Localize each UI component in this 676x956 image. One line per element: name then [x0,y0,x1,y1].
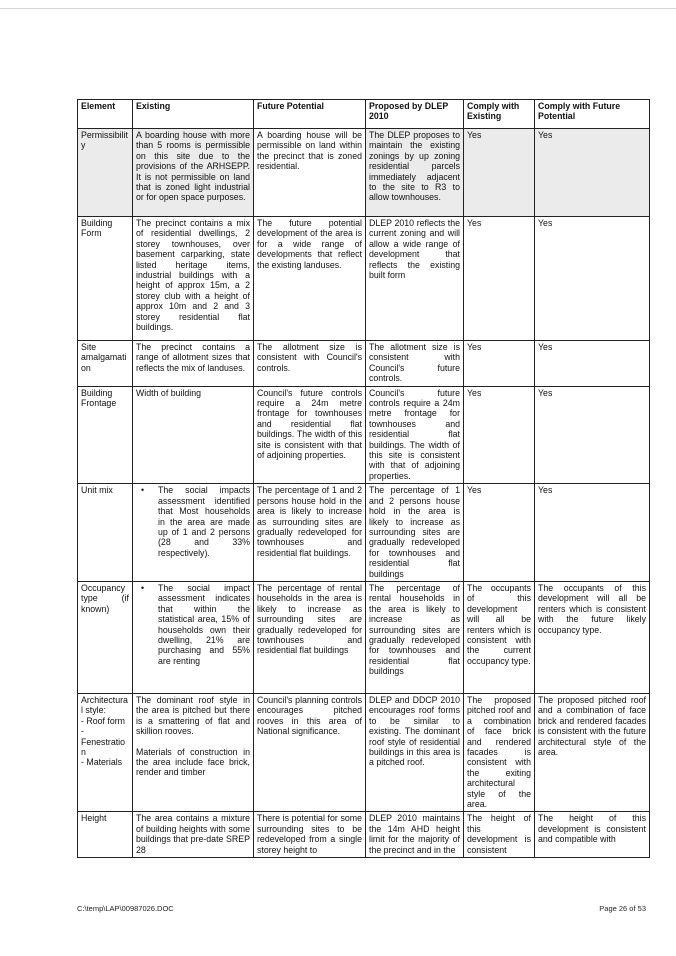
cell-existing: The area contains a mixture of building heights with some buildings that pre-date SREP 28 [133,812,254,858]
cell-element [78,693,133,811]
cell-element: Building Frontage [78,386,133,484]
header-comply-future: Comply with Future Potential [535,100,650,129]
table-row [78,581,650,693]
cell-existing: The precinct contains a mix of residential dwellings, 2 storey townhouses, over basement carparking, state listed heritage items, industrial buildings with a height of approx 15m, a 2 storey club with a height of approx 10m and 2 and 3 storey residential flat buildings. [133,217,254,341]
cell-comply-future: Yes [535,217,650,341]
cell-paragraph: Materials of construction in the area include face brick, render and timber [136,746,250,778]
cell-comply-future: Yes [535,484,650,582]
bullet-list [136,485,250,558]
cell-future: There is potential for some surrounding sites to be redeveloped from a single storey height to [254,812,366,858]
table-header-row [78,100,650,129]
cell-proposed: DLEP and DDCP 2010 encourages roof forms to be similar to existing. The dominant roof style of residential buildings in this area is a pitched roof. [366,693,464,811]
cell-future: The future potential development of the area is for a wide range of developments that reflect the existing landuses. [254,217,366,341]
cell-existing [133,581,254,693]
cell-comply-existing: The proposed pitched roof and a combination of face brick and rendered facades is consistent with the exiting architectural style of the area. [464,693,535,811]
table-row [78,341,650,387]
footer-file-path: C:\temp\LAP\00987026.DOC [77,904,174,913]
cell-proposed: The allotment size is consistent with Council's future controls. [366,341,464,387]
cell-future: A boarding house will be permissible on land within the precinct that is zoned residential. [254,129,366,217]
header-existing: Existing [133,100,254,129]
element-label: Architectural style: [81,694,128,716]
element-sub-item: - Materials [81,757,123,768]
cell-comply-existing: The occupants of this development will all be renters which is consistent with the current occupancy type. [464,581,535,693]
compliance-table [77,99,650,858]
element-sub-item: - Roof form [81,715,125,726]
header-element: Element [78,100,133,129]
cell-existing: The precinct contains a range of allotment sizes that reflects the mix of landuses. [133,341,254,387]
cell-existing: A boarding house with more than 5 rooms is permissible on this site due to the provisions of the ARHSEPP. It is not permissible on land that is zoned light industrial or for open space purposes. [133,129,254,217]
cell-existing [133,693,254,811]
cell-element: Unit mix [78,484,133,582]
bullet-list [136,583,250,666]
header-comply-existing: Comply with Existing [464,100,535,129]
header-future-potential: Future Potential [254,100,366,129]
cell-proposed: DLEP 2010 reflects the current zoning and will allow a wide range of development that reflects the existing built form [366,217,464,341]
page-edge [0,8,676,9]
cell-proposed: The DLEP proposes to maintain the existing zonings by up zoning residential parcels immediately adjacent to the site to R3 to allow townhouses. [366,129,464,217]
table-row [78,693,650,811]
list-item: • The social impacts assessment identified that Most households in the area are made up of 1 and 2 persons (28 and 33% respectively). [158,485,250,558]
cell-future: The percentage of 1 and 2 persons house hold in the area is likely to increase as surrounding sites are gradually redeveloped for townhouses and residential flat buildings. [254,484,366,582]
cell-future: The allotment size is consistent with Council's controls. [254,341,366,387]
cell-comply-future: Yes [535,386,650,484]
cell-element: Site amalgamation [78,341,133,387]
cell-comply-future: The height of this development is consistent and compatible with [535,812,650,858]
cell-comply-existing: The height of this development is consistent [464,812,535,858]
cell-future: Council's future controls require a 24m metre frontage for townhouses and residential flat buildings. The width of this site is consistent with that of adjoining properties. [254,386,366,484]
list-item: • The social impact assessment indicates that within the statistical area, 15% of households own their dwelling, 21% are purchasing and 55% are renting [158,583,250,666]
cell-element: Building Form [78,217,133,341]
cell-proposed: DLEP 2010 maintains the 14m AHD height limit for the majority of the precinct and in the [366,812,464,858]
cell-existing: Width of building [133,386,254,484]
cell-comply-future: Yes [535,129,650,217]
cell-proposed: The percentage of rental households in the area is likely to increase as surrounding sites are gradually redeveloped for townhouses and residential flat buildings [366,581,464,693]
cell-element: Height [78,812,133,858]
cell-comply-existing: Yes [464,386,535,484]
cell-comply-future: The proposed pitched roof and a combination of face brick and rendered facades is consistent with the future architectural style of the area. [535,693,650,811]
table-row [78,129,650,217]
cell-comply-future: Yes [535,341,650,387]
cell-future: The percentage of rental households in the area is likely to increase as surrounding sites are gradually redeveloped for townhouses and residential flat buildings [254,581,366,693]
header-proposed: Proposed by DLEP 2010 [366,100,464,129]
footer-page-number: Page 26 of 53 [599,904,646,913]
cell-future: Council's planning controls encourages pitched rooves in this area of National significance. [254,693,366,811]
table-row [78,484,650,582]
cell-proposed: Council's future controls require a 24m metre frontage for townhouses and residential flat buildings. The width of this site is consistent with that of adjoining properties. [366,386,464,484]
table-row [78,812,650,858]
cell-comply-existing: Yes [464,484,535,582]
cell-comply-existing: Yes [464,129,535,217]
cell-comply-existing: Yes [464,341,535,387]
element-sub-item: - Fenestration [81,726,126,757]
cell-element: Permissibility [78,129,133,217]
cell-paragraph: The dominant roof style in the area is pitched but there is a smattering of flat and skillion rooves. [136,694,250,737]
cell-element: Occupancy type (if known) [78,581,133,693]
cell-proposed: The percentage of 1 and 2 persons house hold in the area is likely to increase as surrounding sites are gradually redeveloped for townhouses and residential flat buildings [366,484,464,582]
cell-comply-existing: Yes [464,217,535,341]
table-row [78,217,650,341]
cell-comply-future: The occupants of this development will all be renters which is consistent with the future likely occupancy type. [535,581,650,693]
table-row [78,386,650,484]
cell-existing [133,484,254,582]
